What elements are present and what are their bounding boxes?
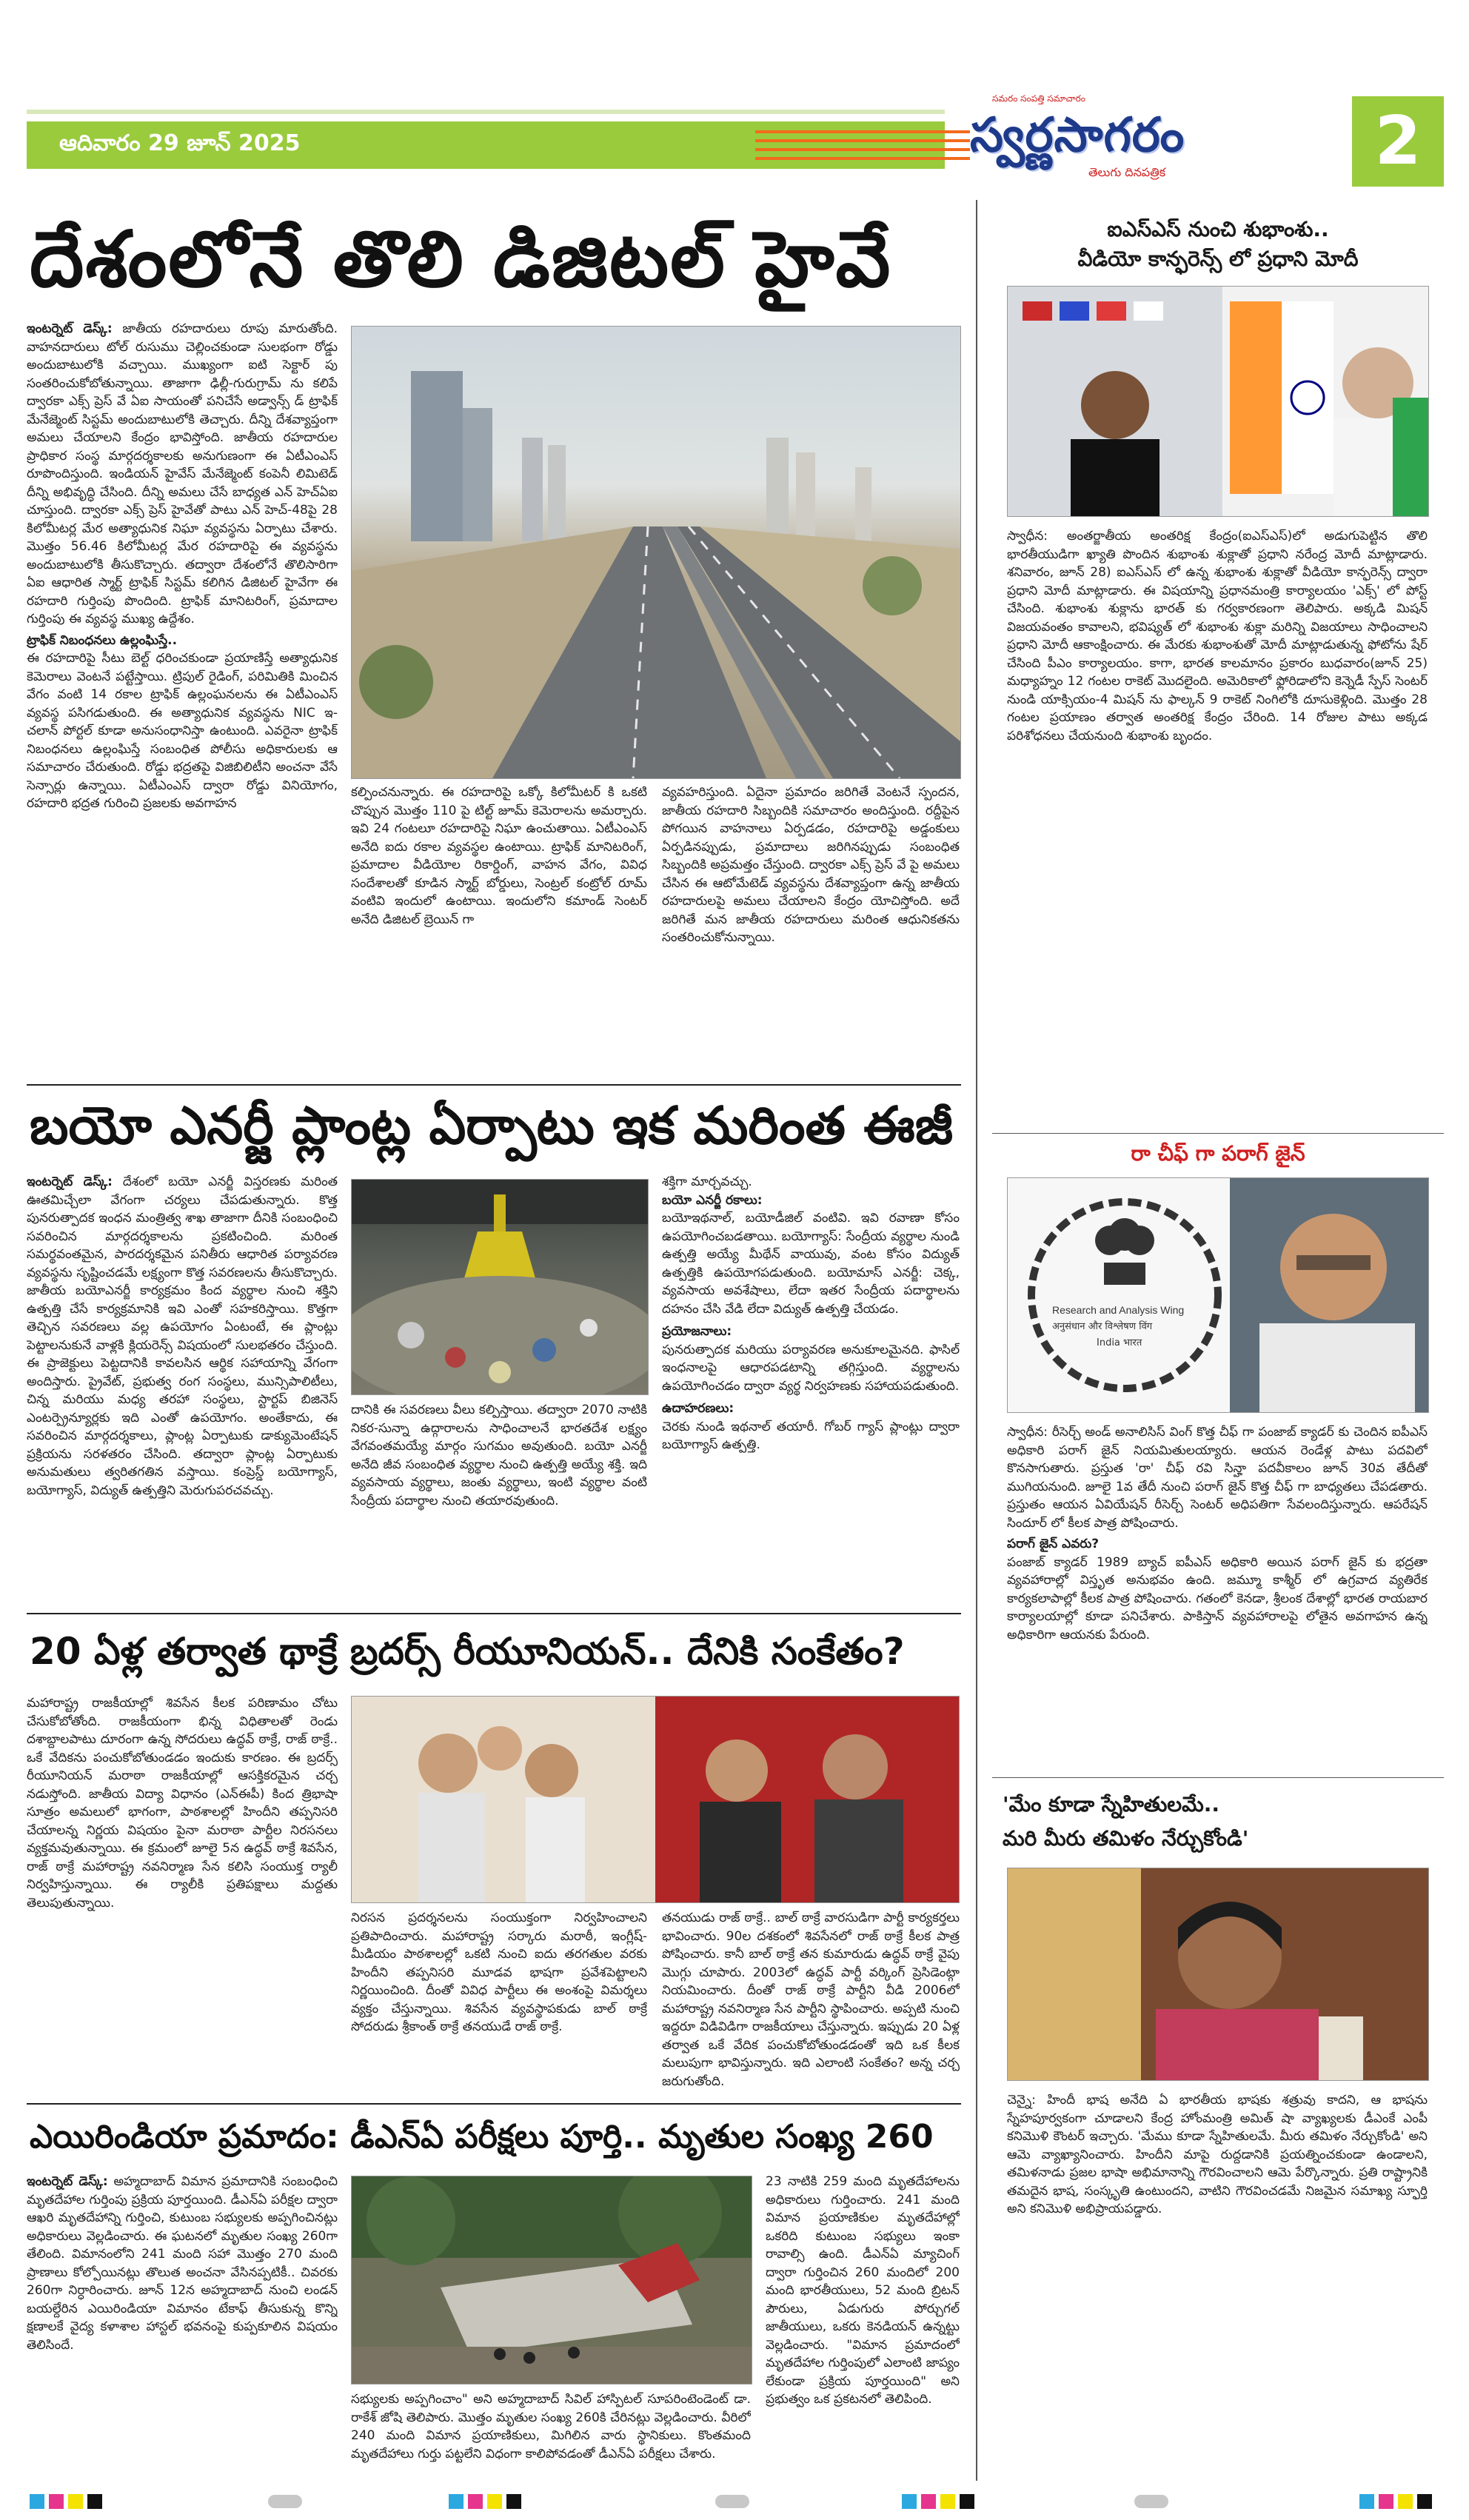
raw-logo-text-3: India भारत [1097, 1337, 1142, 1348]
modi-shubhanshu-photo [1007, 286, 1429, 517]
video-call-illustration [1008, 287, 1428, 516]
article1-col1b-text: ఈ రహదారిపై సీటు బెల్ట్ ధరించకుండా ప్రయాణిస్తే అత్యాధునిక కెమెరాలు వెంటనే పట్టేస్తాయి. ట్రిపుల్ రైడింగ్, పరిమితికి మించిన వేగం వంటి 14 రకాల ట్రాఫిక్ ఉల్లంఘనలను ఈ ఏటీఎంఎస్ వ్యవస్థ పసిగడుతుంది. ఈ అత్యాధునిక వ్యవస్థను NIC ఇ-చలాన్ పోర్టల్ కూడా అనుసంధానిస్తా ఉంటుంది. ఎవరైనా ట్రాఫిక్ నిబంధనలు ఉల్లంఘిస్తే సంబంధిత పోలీసు అధికారులకు ఆ సమాచారం చేరుతుంది. రోడ్డు భద్రతపై విజిబిలిటీని అంచనా వేసే సెన్సార్లు ఉన్నాయి. ఏటీఎంఎస్ ద్వారా రోడ్డు వినియోగం, రహదారి భద్రత గురించి ప్రజలకు అవగాహన [27, 651, 338, 811]
article3-headline: 20 ఏళ్ల తర్వాత థాక్రే బ్రదర్స్ రీయూనియన్.. దేనికి సంకేతం? [30, 1630, 905, 1673]
page-number: 2 [1374, 102, 1422, 180]
portrait-illustration [1230, 1178, 1428, 1412]
article2-col2: దానికి ఈ సవరణలు వీలు కల్పిస్తాయి. తద్వారా 2070 నాటికి నికర-సున్నా ఉద్గారాలను సాధించాలనే భారతదేశ లక్ష్యం వేగవంతమయ్యే మార్గం సుగమం అవుతుంది. బయో ఎనర్జీ అనేది జీవ సంబంధిత వ్యర్థాల నుంచి ఉత్పత్తి అయ్యే శక్తి. ఇది వ్యవసాయ వ్యర్థాలు, జంతు వ్యర్థాలు, ఇంటి వ్యర్థాల వంటి సేంద్రీయ పదార్థాల నుంచి తయారవుతుంది. [351, 1403, 647, 1508]
crash-photo [351, 2176, 752, 2384]
article2-col3-intro: శక్తిగా మార్చవచ్చు. [662, 1174, 752, 1189]
kanimozhi-illustration [1008, 1868, 1428, 2080]
article1-byline: ఇంటర్నెట్ డెస్క్: [27, 321, 113, 336]
article1-col2: కల్పించనున్నారు. ఈ రహదారిపై ఒక్కో కిలోమీటర్ కి ఒకటి చొప్పున మొత్తం 110 పై టిల్ట్ జూమ్ కెమెరాలను అమర్చారు. ఇవి 24 గంటలూ రహదారిపై నిఘా ఉంచుతాయి. ఏటీఎంఎస్ అనేది ఐదు రకాల వ్యవస్థల ఉంటాయి. ట్రాఫిక్ మానిటరింగ్, ప్రమాదాల వీడియోల రికార్డింగ్, వాహన వేగం, వివిధ సందేశాలతో కూడిన స్మార్ట్ బోర్డులు, సెంట్రల్ కంట్రోల్ రూమ్ వంటివి ఇందులో ఉంటాయి. ఇందులోని కమాండ్ సెంటర్ అనేది డిజిటల్ బ్రెయిన్ గా [351, 785, 647, 927]
raw-logo-text-1: Research and Analysis Wing [1052, 1304, 1185, 1316]
article2-col1-text: దేశంలో బయో ఎనర్జీ విస్తరణకు మరింత ఊతమిచ్చేలా వేగంగా చర్యలు చేపడుతున్నారు. కొత్త పునరుత్పాదక ఇంధన మంత్రిత్వ శాఖ తాజాగా దీనికి సంబంధించి సవరించిన మార్గదర్శకాలను ప్రకటించింది. మరింత సమర్థవంతమైన, పారదర్శకమైన పనితీరు ఆధారిత పర్యావరణ వ్యవస్థను సృష్టించడమే లక్ష్యంగా కొత్త సవరణలను తీసుకొచ్చారు. జాతీయ బయోఎనర్జీ కార్యక్రమం కింద వ్యర్థాల నుంచి శక్తిని ఉత్పత్తి చేసే కార్యక్రమానికి ఇవి ఎంతో సహకరిస్తాయి. కొత్తగా తెచ్చిన సవరణలు వల్ల ఉపయోగం ఏంటంటే, ఈ ప్లాంట్లు పెట్టాలనుకునే వాళ్లకి క్లియరెన్స్ విషయంలో సులభతరం చేస్తుంది. ఈ ప్రాజెక్టులు పెట్టదానికి కావలసిన ఆర్థిక సహాయాన్ని వేగంగా అందిస్తారు. ప్రైవేట్, ప్రభుత్వ రంగ సంస్థలు, మున్సిపాలిటీలు, చిన్న మరియు మధ్య తరహా సంస్థలు, స్టార్టప్ బిజినెస్ ఎంటర్ప్రెన్యూర్లకు ఇది ఎంతో ఉపయోగం. [27, 1174, 338, 1426]
sidebar2-body-text: స్వాధీన: రీసెర్చ్ అండ్ అనాలిసిస్ వింగ్ కొత్త చీఫ్ గా పంజాబ్ క్యాడర్ కు చెందిన ఐపీఎస్ అధికారి పరాగ్ జైన్ నియమితులయ్యారు. ఆయన రెండేళ్ల పాటు పదవిలో కొనసాగుతారు. ప్రస్తుత 'రా' చీఫ్ రవి సిన్హా పదవీకాలం జూన్ 30వ తేదీతో ముగియనుంది. జూలై 1వ తేదీ నుంచి పరాగ్ జైన్ కొత్త చీఫ్ గా బాధ్యతలు చేపడతారు. ప్రస్తుతం ఆయన ఏవియేషన్ రీసెర్చ్ సెంటర్ అధిపతిగా సేవలందిస్తున్నారు. ఆపరేషన్ సిందూర్ లో కీలక పాత్ర పోషించారు. [1007, 1425, 1428, 1531]
divider-3 [27, 2103, 961, 2105]
divider-1 [27, 1084, 961, 1086]
reg-pill-3 [1134, 2495, 1168, 2508]
article3-col1: మహారాష్ట్ర రాజకీయాల్లో శివసేన కీలక పరిణామం చోటు చేసుకోబోతోంది. రాజకీయంగా భిన్న విధితాలతో రెండు దశాబ్దాలపాటు దూరంగా ఉన్న సోదరులు ఉద్ధవ్ ఠాక్రే, రాజ్ ఠాక్రే.. ఒకే వేదికను పంచుకోబోతుండడం ఇందుకు కారణం. ఈ బ్రదర్స్ రీయూనియన్ మరాఠా రాజకీయాల్లో ఆసక్తికరమైన చర్చ నడుస్తోంది. జాతీయ విద్యా విధానం (ఎన్ఈపీ) కింద త్రిభాషా సూత్రం అమలులో భాగంగా, పాఠశాలల్లో హిందీని తప్పనిసరి చేయాలన్న నిర్ణయ విషయం పైనా మరాఠా పార్టీల నిరసనలు వ్యక్తమవుతున్నాయి. ఈ క్రమంలో జూలై 5న ఉద్ధవ్ ఠాక్రే శివసేన, రాజ్ ఠాక్రే మహారాష్ట్ర నవనిర్మాణ సేన కలిసి సంయుక్త ర్యాలీ నిర్వహిస్తున్నాయి. ఈ ర్యాలీకి ప్రతిపక్షాలు మద్దతు తెలుపుతున్నాయి. [27, 1696, 338, 1911]
article2-col3c: చెరకు నుండి ఇథనాల్ తయారీ. గోబర్ గ్యాస్ ప్లాంట్లు ద్వారా బయోగ్యాస్ ఉత్పత్తి. [662, 1419, 960, 1452]
reg-marks-left [30, 2494, 102, 2509]
divider-2 [27, 1613, 961, 1614]
sidebar2-headline: రా చీఫ్ గా పరాగ్ జైన్ [1131, 1141, 1305, 1166]
article2-col3b: పునరుత్పాదక మరియు పర్యావరణ అనుకూలమైనది. ఫాసిల్ ఇంధనాలపై ఆధారపడటాన్ని తగ్గిస్తుంది. వ్యర్థాలను ఉపయోగించడం ద్వారా వ్యర్థ నిర్వహణకు సహాయపడుతుంది. [662, 1342, 960, 1394]
paper-name: స్వర్ణసాగరం [970, 108, 1185, 163]
article2-headline: బయో ఎనర్జీ ప్లాంట్ల ఏర్పాటు ఇక మరింత ఈజీ [30, 1095, 954, 1156]
issue-date: ఆదివారం 29 జూన్ 2025 [59, 130, 301, 156]
article2-byline: ఇంటర్నెట్ డెస్క్: [27, 1174, 113, 1189]
crash-site-illustration [352, 2176, 752, 2384]
highway-illustration [352, 327, 960, 778]
article4-headline: ఎయిరిండియా ప్రమాదం: డీఎన్ఏ పరీక్షలు పూర్తి.. మృతుల సంఖ్య 260 [30, 2118, 934, 2156]
sidebar3-headline [1003, 1788, 1444, 1856]
article3-col3: తనయుడు రాజ్ ఠాక్రే.. బాల్ ఠాక్రే వారసుడిగా పార్టీ కార్యకర్తలు భావించారు. 90ల దశకంలో శివసేనలో రాజ్ ఠాక్రే కీలక పాత్ర పోషించారు. కానీ బాల్ ఠాక్రే తన కుమారుడు ఉద్ధవ్ ఠాక్రే వైపు మొగ్గు చూపారు. 2003లో ఉద్ధవ్ పార్టీ వర్కింగ్ ప్రెసిడెంట్గా నియమించారు. దీంతో రాజ్ ఠాక్రే పార్టీని వీడి 2006లో మహారాష్ట్ర నవనిర్మాణ సేన పార్టీని స్థాపించారు. అప్పటి నుంచి ఇద్దరూ విడివిడిగా రాజకీయాలు చేస్తున్నారు. ఇప్పుడు 20 ఏళ్ల తర్వాత ఒకే వేదిక పంచుకోబోతుండడంతో ఇది ఒక కీలక మలుపుగా భావిస్తున్నారు. ఇది ఎలాంటి సంకేతం? అన్న చర్చ జరుగుతోంది. [662, 1911, 960, 2089]
date-bar-white-stripe [27, 110, 945, 114]
sidebar3-body: చెన్నై: హిందీ భాష అనేది ఏ భారతీయ భాషకు శత్రువు కాదని, ఆ భాషను స్నేహపూర్వకంగా చూడాలని కేంద్ర హోంమంత్రి అమిత్ షా వ్యాఖ్యలకు డీఎంకే ఎంపీ కనిమొళి కౌంటర్ ఇచ్చారు. 'మేము కూడా స్నేహితులమే. మీరు తమిళం నేర్చుకోండి' అని ఆమె వ్యాఖ్యానించారు. హిందీని మాపై రుద్దడానికి ప్రయత్నించకుండా ఉండాలని, తమిళనాడు ప్రజల భాషా అభిమానాన్ని గౌరవించాలని ఆమె పేర్కొన్నారు. ప్రతి రాష్ట్రానికి తమదైన భాష, సంస్కృతి ఉంటుందని, వాటిని గౌరవించడమే నిజమైన సమాఖ్య స్ఫూర్తి అని కనిమొళి అభిప్రాయపడ్డారు. [1007, 2093, 1428, 2216]
article3-col2: నిరసన ప్రదర్శనలను సంయుక్తంగా నిర్వహించాలని ప్రతిపాదించారు. మహారాష్ట్ర సర్కారు మరాఠీ, ఇంగ్లీష్-మీడియం పాఠశాలల్లో ఒకటి నుంచి ఐదు తరగతుల వరకు హిందీని తప్పనిసరి మూడవ భాషగా ప్రవేశపెట్టాలని నిర్ణయించింది. దీంతో వివిధ పార్టీలు ఈ అంశంపై విమర్శలు వ్యక్తం చేస్తున్నాయి. శివసేన వ్యవస్థాపకుడు బాల్ ఠాక్రే సోదరుడు శ్రీకాంత్ ఠాక్రే తనయుడే రాజ్ ఠాక్రే. [351, 1911, 647, 2034]
sidebar1-headline-line1: ఐఎస్ఎస్ నుంచి శుభాంశు.. [1107, 217, 1329, 241]
sidebar2-body2-text: పంజాబ్ క్యాడర్ 1989 బ్యాచ్ ఐపీఎస్ అధికారి అయిన పరాగ్ జైన్ కు భద్రతా వ్యవహారాల్లో విస్తృత అనుభవం ఉంది. జమ్మూ కాశ్మీర్ లో ఉగ్రవాద వ్యతిరేక కార్యకలాపాల్లో కీలక పాత్ర పోషించారు. గతంలో కెనడా, శ్రీలంక దేశాల్లో భారత రాయబార కార్యాలయాల్లో కూడా పనిచేశారు. పాకిస్తాన్ వ్యవహారాలపై లోతైన అవగాహన ఉన్న అధికారిగా ఆయనకు పేరుంది. [1007, 1554, 1428, 1642]
sidebar3-headline-line2: మరి మీరు తమిళం నేర్చుకోండి' [1003, 1826, 1249, 1851]
reg-marks-center-right [902, 2494, 974, 2509]
sidebar3-headline-line1: 'మేం కూడా స్నేహితులమే.. [1003, 1792, 1220, 1817]
article4-col1 [27, 2173, 338, 2475]
article2-col1 [27, 1173, 338, 1602]
masthead-subtag: తెలుగు దినపత్రిక [1088, 165, 1166, 179]
highway-photo [351, 326, 961, 779]
article1-subhead: ట్రాఫిక్ నిబంధనలు ఉల్లంఘిస్తే.. [27, 632, 178, 648]
sidebar1-headline [992, 215, 1444, 274]
sidebar1-headline-line2: వీడియో కాన్ఫరెన్స్ లో ప్రధాని మోదీ [1077, 247, 1359, 271]
sidebar2-body [1007, 1423, 1428, 1770]
article2-col3-subhead1: బయో ఎనర్జీ రకాలు: [662, 1192, 763, 1208]
article4-col3: 23 నాటికి 259 మంది మృతదేహాలను అధికారులు గుర్తించారు. 241 మంది విమాన ప్రయాణికుల మృతదేహాల్లో ఒకరిది కుటుంబ సభ్యులు ఇంకా రావాల్సి ఉంది. డీఎన్ఏ మ్యాచింగ్ ద్వారా గుర్తించిన 260 మందిలో 200 మంది భారతీయులు, 52 మంది బ్రిటన్ పౌరులు, ఏడుగురు పోర్చుగల్ జాతీయులు, ఒకరు కెనడియన్ ఉన్నట్టు వెల్లడించారు. "విమాన ప్రమాదంలో మృతదేహాల గుర్తింపులో ఎలాంటి జాప్యం లేకుండా ప్రక్రియ పూర్తయింది" అని ప్రభుత్వం ఒక ప్రకటనలో తెలిపింది. [766, 2174, 960, 2407]
sidebar2-subhead: పరాగ్ జైన్ ఎవరు? [1007, 1537, 1100, 1551]
kanimozhi-photo [1007, 1868, 1429, 2081]
sidebar1-body: స్వాధీన: అంతర్జాతీయ అంతరిక్ష కేంద్రం(ఐఎస్ఎస్)లో అడుగుపెట్టిన తొలి భారతీయుడిగా ఖ్యాతి పొందిన శుభాంశు శుక్లాతో ప్రధాని నరేంద్ర మోదీ మాట్లాడారు. శనివారం, జూన్ 28) ఐఎస్ఎస్ లో ఉన్న శుభాంశు శుక్లాతో వీడియో కాన్ఫరెన్స్ ద్వారా ప్రధాని మోదీ మాట్లాడారు. ఈ విషయాన్ని ప్రధానమంత్రి కార్యాలయం 'ఎక్స్' లో పోస్ట్ చేసింది. శుభాంశు శుక్లాను భారత్ కు గర్వకారణంగా తెలిపారు. అక్కడి మిషన్ విజయవంతం కావాలని, భవిష్యత్ లో శుభాంశు శుక్లా మరిన్ని విజయాలు సాధించాలని ప్రధాని మోదీ ఆకాంక్షించారు. ఈ మేరకు శుభాంశుతో మోదీ మాట్లాడుతున్న ఫోటోను షేర్ చేసింది పీఎం కార్యాలయం. కాగా, భారత కాలమానం ప్రకారం బుధవారం(జూన్ 25) మధ్యాహ్నం 12 గంటల రాకెట్ మొదలైంది. అమెరికాలో ఫ్లోరిడాలోని కెన్నెడీ స్పేస్ సెంటర్ నుండి యాక్సియం-4 మిషన్ ను ఫాల్కన్ 9 రాకెట్ నింగిలోకి దూసుకెళ్లింది. మొత్తం 28 గంటల ప్రయాణం తర్వాత అంతరిక్ష కేంద్రం చేరింది. 14 రోజుల పాటు అక్కడ పరిశోధనలు చేయనుంది శుభాంశు బృందం. [1007, 529, 1428, 743]
article2-col1b-text: అంతేకాదు, ఈ సవరించిన మార్గదర్శకాలు, ప్లాంట్ల ఏర్పాటుకు డాక్యుమెంటేషన్ ప్రక్రియను సరళతరం చేసింది. తద్వారా ప్లాంట్ల ఏర్పాటుకు అనుమతులు త్వరితగతిన వస్తాయి. కంప్రెస్డ్ బయోగ్యాస్, బయోగ్యాస్, విద్యుత్ ఉత్పత్తిని మెరుగుపరచవచ్చు. [27, 1410, 338, 1498]
sidebar-divider-1 [992, 1133, 1444, 1134]
article1-headline: దేశంలోనే తొలి డిజిటల్ హైవే [30, 214, 892, 304]
article4-byline: ఇంటర్నెట్ డెస్క్: [27, 2174, 108, 2189]
ashoka-emblem-icon [1089, 1211, 1160, 1292]
reg-marks-center-left [449, 2494, 521, 2509]
raw-chief-photo [1007, 1177, 1429, 1413]
article2-col3a: బయోఇథనాల్, బయోడీజిల్ వంటివి. ఇవి రవాణా కోసం ఉపయోగించబడతాయి. బయోగ్యాస్: సేంద్రీయ వ్యర్థాల నుండి ఉత్పత్తి అయ్యే మీథేన్ వాయువు, వంట కోసం విద్యుత్ ఉత్పత్తికి ఉపయోగపడుతుంది. బయోమాస్ ఎనర్జీ: చెక్క, వ్యవసాయ అవశేషాలు, లేదా ఇతర సేంద్రీయ పదార్థాలను దహనం చేసి వేడి లేదా విద్యుత్ ఉత్పత్తి చేయడం. [662, 1211, 960, 1317]
masthead-tagline: సమరం సంపత్తి సమాచారం [992, 93, 1085, 104]
waste-plant-illustration [352, 1180, 648, 1394]
article1-col1 [27, 320, 338, 1077]
reg-pill-1 [268, 2495, 302, 2508]
article4-col2: సభ్యులకు అప్పగించాం" అని అహ్మదాబాద్ సివిల్ హాస్పిటల్ సూపరింటెండెంట్ డా. రాకేశ్ జోషి తెలిపారు. మొత్తం మృతుల సంఖ్య 260కి చేరినట్లు వెల్లడించారు. వీరిలో 240 మంది విమాన ప్రయాణికులు, మిగిలిన వారు స్థానికులు. కొంతమంది మృతదేహాలు గుర్తు పట్టలేని విధంగా కాలిపోవడంతో డీఎన్ఏ పరీక్షలు చేశారు. [351, 2392, 751, 2461]
sidebar-divider-2 [992, 1777, 1444, 1778]
bio-energy-photo [351, 1179, 649, 1395]
masthead-lines-icon [755, 123, 970, 167]
article2-col3 [662, 1173, 960, 1602]
article1-col1-text: జాతీయ రహదారులు రూపు మారుతోంది. వాహనదారులు టోల్ రుసుము చెల్లించకుండా సులభంగా రోడ్డు అందుబాటులోకి వచ్చాయి. ముఖ్యంగా ఐటి సెక్టార్ పు సంతరించుకోబోతున్నాయి. తాజాగా ఢిల్లీ-గురుగ్రామ్ ను కలిపే ద్వారకా ఎక్స్ ప్రెస్ వే ఏఐ సాయంతో పనిచేసే అడ్వాన్స్ డ్ ట్రాఫిక్ మేనేజ్మెంట్ సిస్టమ్ అందుబాటులోకి తెచ్చారు. దీన్ని దేశవ్యాప్తంగా అమలు చేయాలని కేంద్రం భావిస్తోంది. జాతీయ రహదారుల ప్రాధికార సంస్థ మార్గదర్శకాలకు అనుగుణంగా ఈ ఏటీఎంఎస్ రూపొందిస్తుంది. ఇండియన్ హైవేస్ మేనేజ్మెంట్ కంపెనీ లిమిటెడ్ దీన్ని అభివృద్ధి చేసింది. దీన్ని అమలు చేసే బాధ్యత ఎన్ హెచ్ఏఐ చూస్తుంది. ద్వారకా ఎక్స్ ప్రెస్ హైవేతో పాటు ఎన్ హెచ్-48పై 28 కిలోమీటర్ల మేర అత్యాధునిక నిఘా వ్యవస్థను ఏర్పాటు చేశారు. మొత్తం 56.46 కిలోమీటర్ల మేర రహదారిపై ఈ వ్యవస్థను అందుబాటులోకి తీసుకొచ్చారు. తద్వారా దేశంలోనే తొలిసారిగా ఏఐ ఆధారిత స్మార్ట్ ట్రాఫిక్ సిస్టమ్ కలిగిన డిజిటల్ హైవేగా ఈ రహదారి గుర్తింపు పొందింది. ట్రాఫిక్ మానిటరింగ్, ప్రమాదాల గుర్తింపు ఈ వ్యవస్థ ముఖ్య ఉద్దేశం. [27, 321, 338, 626]
thackeray-photo [351, 1696, 960, 1903]
article2-col3-subhead2: ప్రయోజనాలు: [662, 1324, 732, 1339]
raw-logo-text-2: अनुसंधान और विश्लेषण विंग [1052, 1321, 1153, 1332]
article4-col1-text: అహ్మదాబాద్ విమాన ప్రమాదానికి సంబంధించి మృతదేహాల గుర్తింపు ప్రక్రియ పూర్తయింది. డీఎన్ఏ పరీక్షల ద్వారా ఆఖరి మృతదేహాన్ని గుర్తించి, కుటుంబ సభ్యులకు అప్పగించినట్లు అధికారులు వెల్లడించారు. ఈ ఘటనలో మృతుల సంఖ్య 260గా తేలింది. విమానంలోని 241 మంది సహా మొత్తం 270 మంది ప్రాణాలు కోల్పోయినట్లు తొలుత అంచనా వేసినప్పటికీ.. చివరకు 260గా నిర్ధారించారు. జూన్ 12న అహ్మదాబాద్ నుంచి లండన్ బయల్దేరిన ఎయిరిండియా విమానం టేకాఫ్ తీసుకున్న కొన్ని క్షణాలకే వైద్య కళాశాల హాస్టల్ భవనంపై కుప్పకూలిన విషయం తెలిసిందే. [27, 2174, 338, 2353]
reg-pill-2 [715, 2495, 749, 2508]
masthead-logo [970, 93, 1318, 190]
reg-marks-right [1359, 2494, 1432, 2509]
parag-jain-portrait [1230, 1178, 1428, 1412]
thackeray-illustration [352, 1697, 959, 1902]
article2-col3-subhead3: ఉదాహరణలు: [662, 1401, 734, 1416]
article1-col3: వ్యవహరిస్తుంది. ఏదైనా ప్రమాదం జరిగితే వెంటనే స్పందన, జాతీయ రహదారి సిబ్బందికి సమాచారం అందిస్తుంది. రద్దీపైన పోగయిన వాహనాలు ఏర్పడడం, రహదారిపై అడ్డంకులు ఏర్పడినప్పుడు, ప్రమాదాలు జరిగినప్పుడు సంబంధిత సిబ్బందికి అప్రమత్తం చేస్తుంది. ద్వారకా ఎక్స్ ప్రెస్ వే పై అమలు చేసిన ఈ ఆటోమేటెడ్ వ్యవస్థను దేశవ్యాప్తంగా ఉన్న జాతీయ రహదారులపై అమలు చేయాలని కేంద్రం యోచిస్తోంది. అదే జరిగితే మన జాతీయ రహదారులు మరింత ఆధునికతను సంతరించుకోనున్నాయి. [662, 785, 960, 945]
sidebar-separator [976, 200, 977, 2481]
